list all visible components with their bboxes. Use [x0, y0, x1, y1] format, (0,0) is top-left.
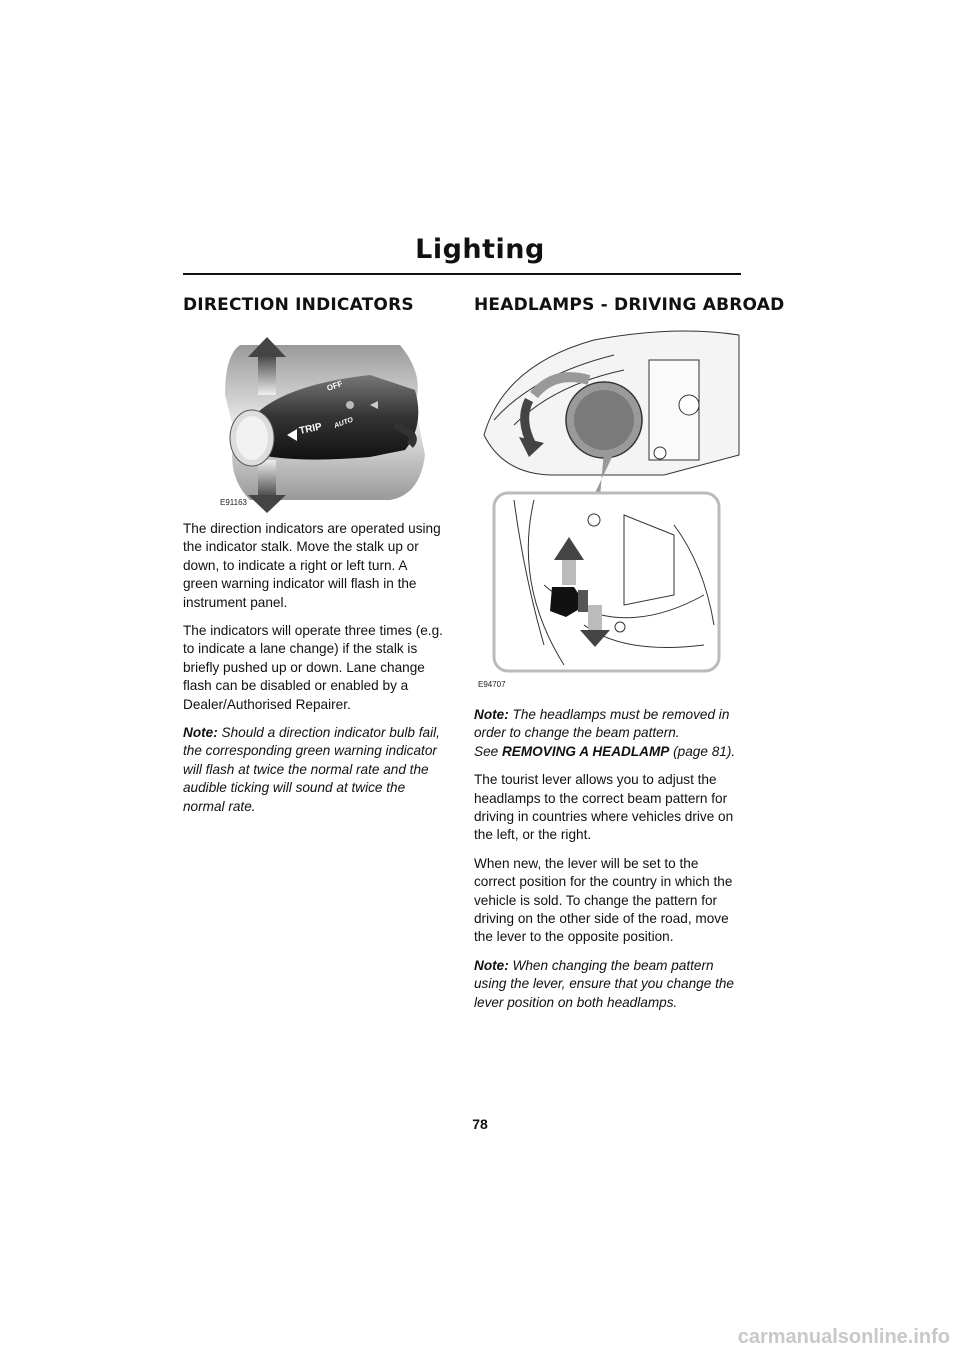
- note-label: Note:: [474, 707, 509, 722]
- page-title: Lighting: [415, 234, 545, 265]
- note-text: The headlamps must be removed in order to change the beam pattern.: [474, 707, 730, 741]
- note-text: Should a direction indicator bulb fail, the corresponding green warning indicator will flash at twice the normal rate and the audible ticking will sound at twice the normal rate.: [183, 725, 440, 814]
- figure-code-e94707: E94707: [478, 680, 506, 689]
- headlamp-symbol-icon: [346, 401, 354, 409]
- paragraph: The indicators will operate three times (e.g. to indicate a lane change) if the stalk is briefly pushed up or down. Lane change flash can be disabled or enabled by a Dealer/Authorised Repairer.: [183, 623, 443, 712]
- direction-indicators-heading: DIRECTION INDICATORS: [183, 295, 414, 315]
- note-label: Note:: [183, 725, 218, 741]
- cross-reference-link[interactable]: REMOVING A HEADLAMP: [501, 743, 670, 759]
- direction-indicators-text: [183, 520, 443, 826]
- watermark: carmanualsonline.info: [737, 1326, 950, 1348]
- paragraph: The tourist lever allows you to adjust the headlamps to the correct beam pattern for driving in countries where vehicles drive on the left, or the right.: [474, 772, 734, 843]
- note-label: Note:: [474, 957, 509, 973]
- note: [474, 706, 742, 761]
- paragraph: When new, the lever will be set to the correct position for the country in which the vehicle is sold. To change the pattern for driving on the other side of the road, move the lever to the opposite position.: [474, 855, 733, 945]
- off-label: OFF: [325, 378, 344, 393]
- title-divider: [183, 273, 741, 275]
- indicator-stalk-illustration: [220, 335, 430, 515]
- note: [183, 724, 443, 816]
- page-number: 78: [472, 1116, 488, 1132]
- auto-label: AUTO: [333, 416, 355, 430]
- headlamp-lever-illustration: [474, 325, 744, 677]
- see-text: See: [474, 743, 499, 759]
- note-text: When changing the beam pattern using the lever, ensure that you change the lever position on both headlamps.: [474, 957, 734, 1010]
- headlamps-driving-abroad-text: [474, 706, 742, 1022]
- headlamps-driving-abroad-heading: HEADLAMPS - DRIVING ABROAD: [474, 295, 785, 315]
- figure-code-e91163: E91163: [220, 498, 247, 507]
- page-reference: (page 81).: [673, 743, 736, 759]
- paragraph: The direction indicators are operated using the indicator stalk. Move the stalk up or down, to indicate a right or left turn. A green warning indicator will flash in the instrument panel.: [183, 521, 441, 610]
- note: [474, 957, 742, 1012]
- trip-label: TRIP: [298, 421, 323, 437]
